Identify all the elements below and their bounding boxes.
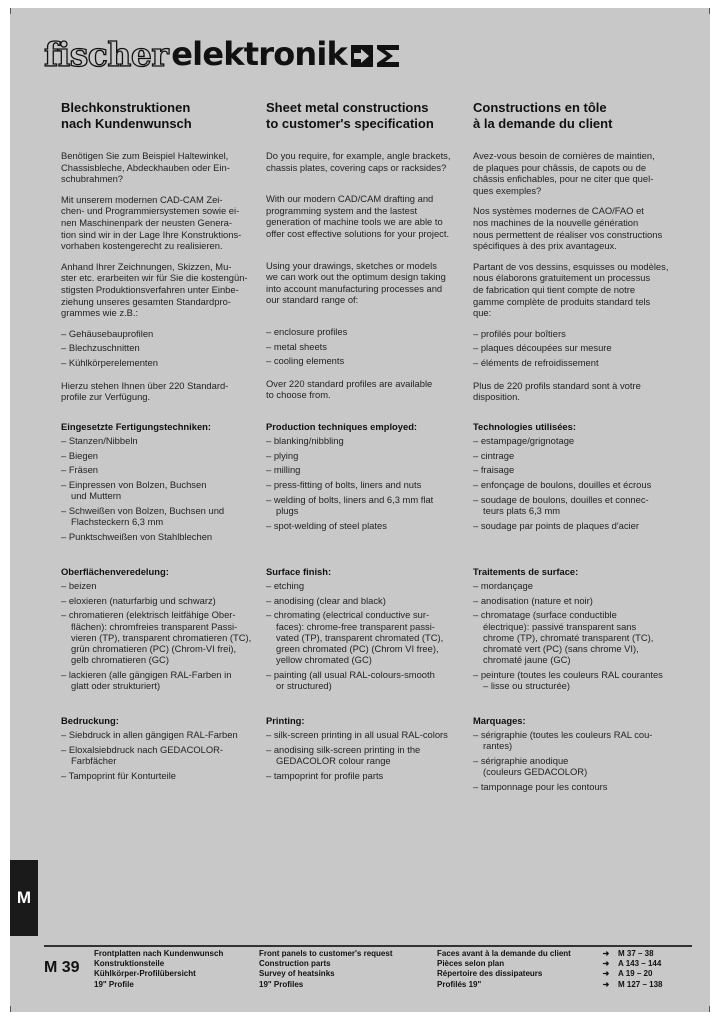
column-heading: Blechkonstruktionen nach Kundenwunsch bbox=[61, 100, 192, 131]
list-item: – sérigraphie (toutes les couleurs RAL cou- rantes) bbox=[473, 729, 653, 752]
paragraph: Benötigen Sie zum Beispiel Haltewinkel, Chassisbleche, Abdeckhauben oder Ein- schubrahmen? bbox=[61, 150, 230, 185]
logo-arrow-icon bbox=[351, 45, 401, 67]
column-english bbox=[266, 100, 470, 410]
section-title: Oberflächenveredelung: bbox=[61, 566, 169, 577]
column-heading: Constructions en tôle à la demande du client bbox=[473, 100, 613, 131]
surface-section-english bbox=[266, 566, 470, 695]
printing-section-french bbox=[473, 715, 677, 796]
list-item: – lackieren (alle gängigen RAL-Farben in glatt oder strukturiert) bbox=[61, 668, 232, 692]
footer-entry: Faces avant à la demande du client bbox=[437, 949, 571, 958]
product-list bbox=[266, 326, 470, 367]
list-item: – soudage de boulons, douilles et connec- teurs plats 6,3 mm bbox=[473, 493, 649, 517]
printing-section-german bbox=[61, 715, 265, 784]
list-item: – welding of bolts, liners and 6,3 mm flat plugs bbox=[266, 493, 434, 517]
paragraph: Using your drawings, sketches or models we can work out the optimum design taking into account manufacturing processes and our standard range of: bbox=[266, 259, 446, 306]
section-title: Technologies utilisées: bbox=[473, 421, 576, 432]
list-item: – Punktschweißen von Stahlblechen bbox=[61, 530, 213, 542]
techniques-section-french bbox=[473, 421, 677, 534]
list-item: – enfonçage de boulons, douilles et écrous bbox=[473, 479, 652, 491]
list-item: – anodising silk-screen printing in the GEDACOLOR colour range bbox=[266, 743, 421, 766]
list-item: – soudage par points de plaques d'acier bbox=[473, 519, 639, 531]
logo-word-elektronik: elektronik bbox=[171, 35, 348, 73]
column-french bbox=[473, 100, 677, 412]
arrow-icon: ➜ bbox=[602, 949, 610, 958]
crop-mark bbox=[10, 8, 11, 14]
arrow-icon: ➜ bbox=[602, 959, 610, 969]
printing-list bbox=[473, 729, 677, 792]
column-heading: Sheet metal constructions to customer's specification bbox=[266, 100, 434, 131]
list-item: – blanking/nibbling bbox=[266, 435, 344, 446]
list-item: – metal sheets bbox=[266, 340, 327, 352]
section-title: Eingesetzte Fertigungstechniken: bbox=[61, 421, 212, 432]
list-item: – chromatieren (elektrisch leitfähige Ober- flächen): chromfreies transparent Passi- vieren (TP), transparent chromatieren (TC), grün chromatieren (PC) (Chrom-VI frei), gelb chromatieren (GC) bbox=[61, 609, 252, 666]
list-item: – Einpressen von Bolzen, Buchsen und Muttern bbox=[61, 479, 207, 502]
paragraph: Nos systèmes modernes de CAO/FAO et nos machines de la nouvelle génération nous permettent de réaliser vos constructions spécifiques à des prix avantageux. bbox=[473, 205, 663, 252]
section-title: Bedruckung: bbox=[61, 715, 119, 726]
footer-column-french bbox=[437, 949, 571, 990]
closing-paragraph: Hierzu stehen Ihnen über 220 Standard- profile zur Verfügung. bbox=[61, 379, 229, 403]
product-list bbox=[61, 328, 265, 369]
list-item: – sérigraphie anodique (couleurs GEDACOLOR) bbox=[473, 754, 588, 778]
catalog-page bbox=[10, 8, 710, 1012]
list-item: – profilés pour boîtiers bbox=[473, 327, 566, 339]
footer-entry: Front panels to customer's request bbox=[259, 949, 393, 958]
footer-entry: Répertoire des dissipateurs bbox=[437, 969, 543, 979]
footer-page-refs bbox=[618, 949, 662, 990]
section-title: Printing: bbox=[266, 715, 305, 726]
surface-list bbox=[61, 580, 265, 691]
page-ref: M 37 – 38 bbox=[618, 949, 654, 958]
footer-column-german bbox=[94, 949, 223, 990]
list-item: – Tampoprint für Konturteile bbox=[61, 769, 176, 781]
printing-list bbox=[266, 729, 470, 781]
footer-entry: Survey of heatsinks bbox=[259, 969, 335, 979]
list-item: – Eloxalsiebdruck nach GEDACOLOR- Farbfächer bbox=[61, 743, 224, 766]
footer-divider bbox=[44, 945, 692, 947]
list-item: – milling bbox=[266, 464, 301, 476]
techniques-section-german bbox=[61, 421, 265, 546]
list-item: – anodisation (nature et noir) bbox=[473, 594, 593, 606]
page-number: M 39 bbox=[44, 959, 80, 976]
paragraph: Anhand Ihrer Zeichnungen, Skizzen, Mu- ster etc. erarbeiten wir für Sie die kostengün- stigsten Produktionsverfahren unter Einbe- ziehung unseres gesamten Standardpro- grammes wie z.B.: bbox=[61, 260, 248, 319]
section-title: Traitements de surface: bbox=[473, 566, 579, 577]
list-item: – cooling elements bbox=[266, 355, 345, 367]
list-item: – silk-screen printing in all usual RAL-colors bbox=[266, 729, 448, 740]
footer-entry: Pièces selon plan bbox=[437, 959, 505, 969]
list-item: – Biegen bbox=[61, 449, 99, 461]
footer-arrows bbox=[600, 949, 612, 990]
footer-entry: Frontplatten nach Kundenwunsch bbox=[94, 949, 224, 958]
list-item: – beizen bbox=[61, 580, 97, 591]
list-item: – plying bbox=[266, 449, 299, 461]
footer-index bbox=[44, 949, 692, 997]
page-ref: A 143 – 144 bbox=[618, 959, 662, 969]
list-item: – Kühlkörperelementen bbox=[61, 356, 158, 368]
list-item: – plaques découpées sur mesure bbox=[473, 342, 612, 354]
techniques-list bbox=[61, 435, 265, 542]
footer-entry: 19" Profiles bbox=[259, 979, 304, 989]
page-ref: A 19 – 20 bbox=[618, 969, 653, 979]
techniques-list bbox=[266, 435, 470, 531]
list-item: – Siebdruck in allen gängigen RAL-Farben bbox=[61, 729, 238, 740]
paragraph: Partant de vos dessins, esquisses ou modèles, nous élaborons gratuitement un processus de fabrication qui tient compte de notre gamme complète de produits standard tels que: bbox=[473, 260, 669, 319]
paragraph: Mit unserem modernen CAD-CAM Zei- chen- und Programmiersystemen sowie ei- nen Maschinenpark der neusten Genera- tion sind wir in der Lage Ihre Konstruktions- vorhaben kostengerecht zu realisieren. bbox=[61, 193, 242, 252]
list-item: – painting (all usual RAL-colours-smooth or structured) bbox=[266, 668, 435, 692]
footer-entry: Kühlkörper-Profilübersicht bbox=[94, 969, 196, 979]
closing-paragraph: Over 220 standard profiles are available to choose from. bbox=[266, 377, 433, 401]
techniques-section-english bbox=[266, 421, 470, 534]
section-title: Surface finish: bbox=[266, 566, 332, 577]
crop-mark bbox=[10, 1006, 11, 1012]
list-item: – peinture (toutes les couleurs RAL courantes – lisse ou structurée) bbox=[473, 668, 663, 692]
surface-list bbox=[473, 580, 677, 691]
paragraph: Avez-vous besoin de cornières de maintien, de plaques pour châssis, de capots ou de châssis enfichables, pour ne citer que quel- ques exemples? bbox=[473, 150, 655, 196]
list-item: – chromating (electrical conductive sur- faces): chrome-free transparent passi- vated (TP), transparent chromated (TC), green chromated (PC) (Chrom VI free), yellow chromated (GC) bbox=[266, 609, 444, 666]
list-item: – Stanzen/Nibbeln bbox=[61, 435, 138, 446]
surface-section-french bbox=[473, 566, 677, 695]
footer-entry: Profilés 19" bbox=[437, 979, 482, 989]
list-item: – Blechzuschnitten bbox=[61, 342, 140, 354]
footer-entry: Konstruktionsteile bbox=[94, 959, 165, 969]
section-title: Production techniques employed: bbox=[266, 421, 418, 432]
section-tab-m: M bbox=[10, 860, 38, 936]
section-title: Marquages: bbox=[473, 715, 526, 726]
paragraph: With our modern CAD/CAM drafting and programming system and the lastest generation of machine tools we are able to offer cost effective solutions for your project. bbox=[266, 193, 450, 239]
list-item: – chromatage (surface conductible électrique): passivé transparent sans chrome (TP), chromaté transparent (TC), chromaté vert (PC) (sans chrome VI), chromaté jaune (GC) bbox=[473, 609, 654, 666]
list-item: – cintrage bbox=[473, 449, 515, 461]
arrow-icon: ➜ bbox=[602, 979, 610, 989]
crop-mark bbox=[709, 1006, 710, 1012]
list-item: – enclosure profiles bbox=[266, 325, 348, 337]
footer-entry: 19" Profile bbox=[94, 979, 134, 989]
product-list bbox=[473, 328, 677, 369]
list-item: – spot-welding of steel plates bbox=[266, 519, 387, 531]
page-ref: M 127 – 138 bbox=[618, 979, 663, 989]
paragraph: Do you require, for example, angle brackets, chassis plates, covering caps or racksides? bbox=[266, 150, 451, 173]
closing-paragraph: Plus de 220 profils standard sont à votre disposition. bbox=[473, 379, 641, 403]
list-item: – Fräsen bbox=[61, 464, 98, 476]
list-item: – fraisage bbox=[473, 464, 515, 476]
footer-entry: Construction parts bbox=[259, 959, 331, 969]
surface-list bbox=[266, 580, 470, 691]
list-item: – estampage/grignotage bbox=[473, 435, 575, 446]
printing-section-english bbox=[266, 715, 470, 784]
printing-list bbox=[61, 729, 265, 781]
list-item: – éléments de refroidissement bbox=[473, 356, 599, 368]
column-german bbox=[61, 100, 265, 412]
logo-word-fischer: fischer bbox=[44, 35, 169, 74]
list-item: – Gehäusebauprofilen bbox=[61, 327, 154, 339]
techniques-list bbox=[473, 435, 677, 531]
list-item: – Schweißen von Bolzen, Buchsen und Flachsteckern 6,3 mm bbox=[61, 505, 225, 528]
list-item: – eloxieren (naturfarbig und schwarz) bbox=[61, 594, 216, 606]
list-item: – tampoprint for profile parts bbox=[266, 769, 384, 781]
footer-column-english bbox=[259, 949, 392, 990]
list-item: – mordançage bbox=[473, 580, 533, 591]
list-item: – tamponnage pour les contours bbox=[473, 780, 608, 792]
list-item: – press-fitting of bolts, liners and nuts bbox=[266, 479, 422, 491]
list-item: – etching bbox=[266, 580, 305, 591]
arrow-icon: ➜ bbox=[602, 969, 610, 979]
crop-mark bbox=[709, 8, 710, 14]
surface-section-german bbox=[61, 566, 265, 695]
fischer-elektronik-logo bbox=[44, 35, 401, 74]
list-item: – anodising (clear and black) bbox=[266, 594, 386, 606]
